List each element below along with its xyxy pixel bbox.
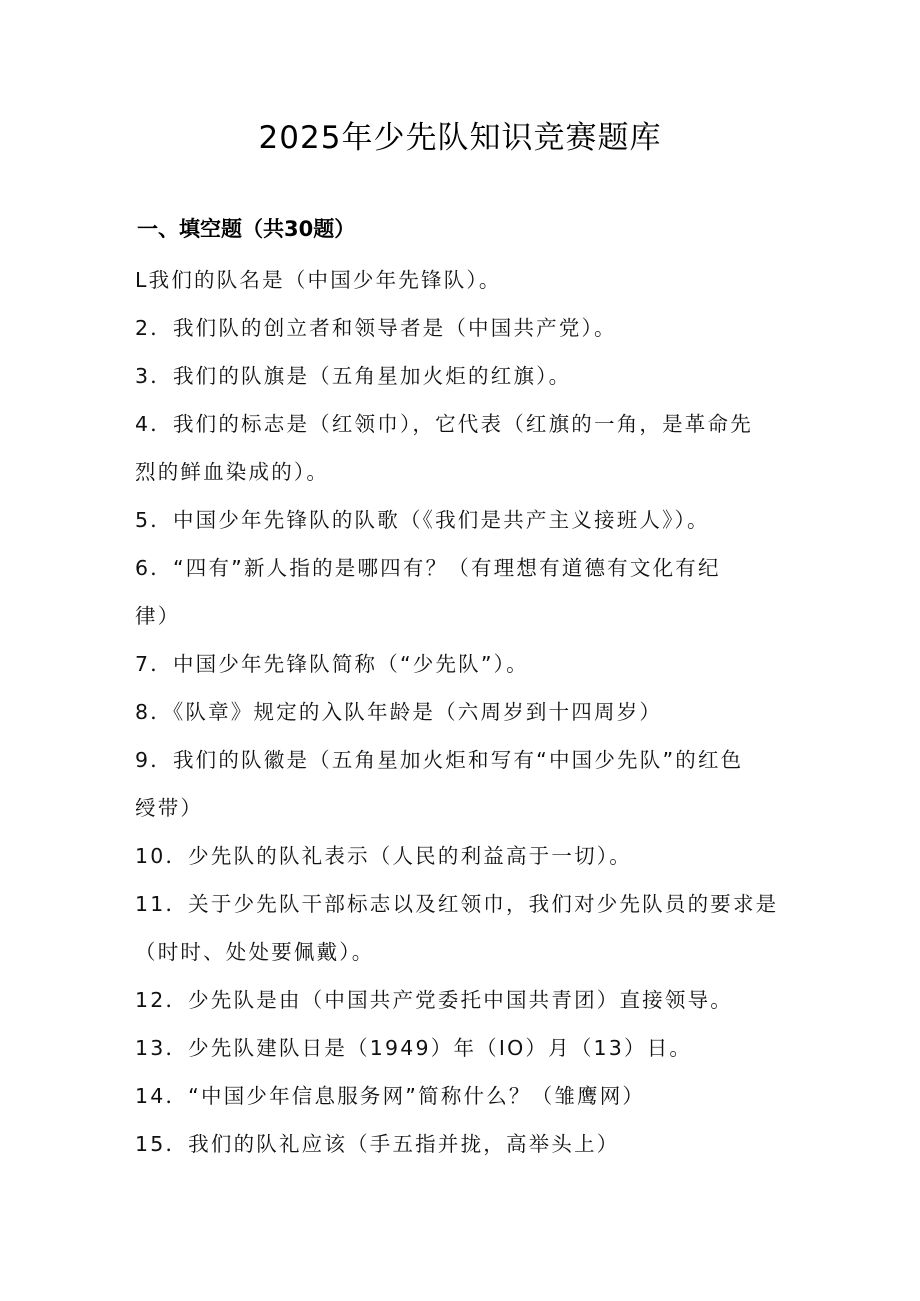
section-heading: 一、填空题（共30题） (137, 217, 356, 241)
question-line: 2．我们队的创立者和领导者是（中国共产党）。 (135, 316, 617, 340)
question-line-continuation: 烈的鲜血染成的）。 (135, 460, 330, 484)
question-line: 6．“四有”新人指的是哪四有？（有理想有道德有文化有纪 (135, 556, 721, 580)
question-line: L我们的队名是（中国少年先锋队）。 (135, 268, 502, 292)
question-line-continuation: 律） (135, 604, 181, 628)
question-line-continuation: （时时、处处要佩戴）。 (135, 940, 375, 964)
question-line-continuation: 绶带） (135, 796, 204, 820)
question-line: 7．中国少年先锋队简称（“少先队”）。 (135, 652, 529, 676)
question-line: 3．我们的队旗是（五角星加火炬的红旗）。 (135, 364, 572, 388)
question-line: 5．中国少年先锋队的队歌（《我们是共产主义接班人》）。 (135, 508, 710, 532)
question-line: 10．少先队的队礼表示（人民的利益高于一切）。 (135, 844, 632, 868)
question-line: 4．我们的标志是（红领巾），它代表（红旗的一角，是革命先 (135, 412, 753, 436)
question-line: 8．《队章》规定的入队年龄是（六周岁到十四周岁） (135, 700, 663, 724)
question-line: 12．少先队是由（中国共产党委托中国共青团）直接领导。 (135, 988, 733, 1012)
question-line: 11．关于少先队干部标志以及红领巾，我们对少先队员的要求是 (135, 892, 779, 916)
question-line: 15．我们的队礼应该（手五指并拢，高举头上） (135, 1132, 620, 1156)
question-line: 14．“中国少年信息服务网”简称什么？（雏鹰网） (135, 1084, 646, 1108)
question-line: 9．我们的队徽是（五角星加火炬和写有“中国少先队”的红色 (135, 748, 744, 772)
page-title: 2025年少先队知识竞赛题库 (258, 120, 662, 156)
question-line: 13．少先队建队日是（1949）年（IO）月（13）日。 (135, 1036, 693, 1060)
